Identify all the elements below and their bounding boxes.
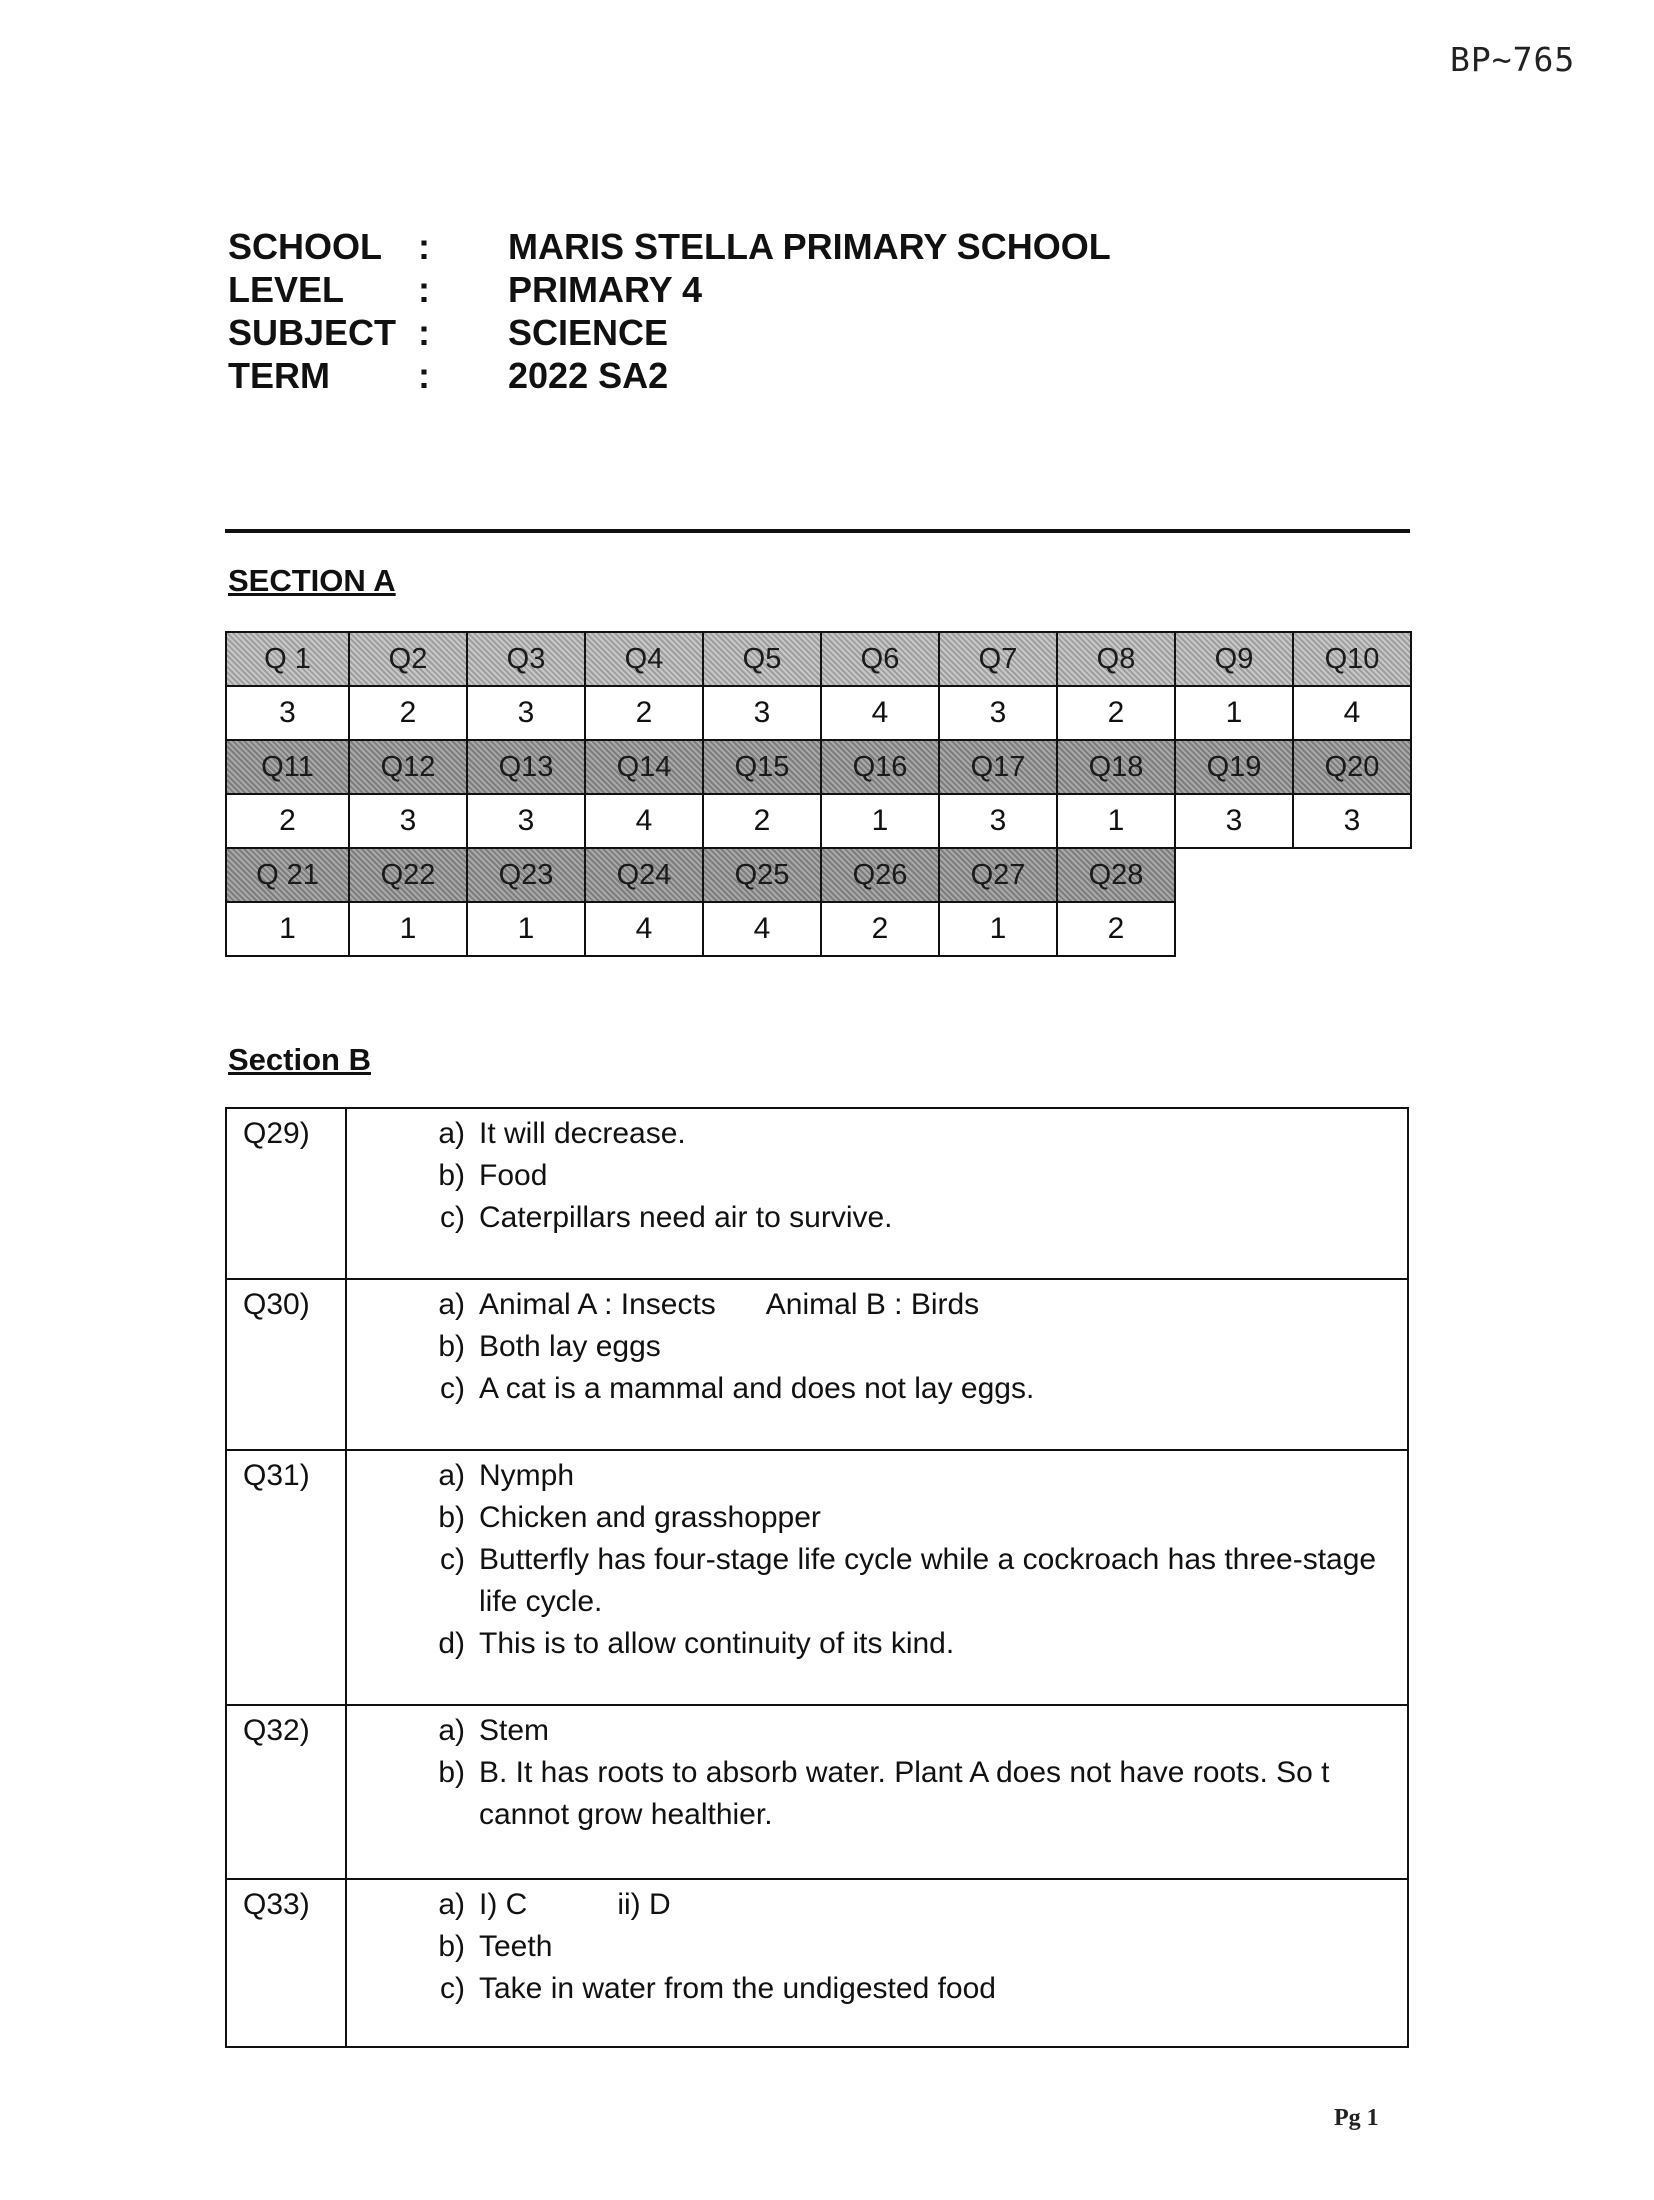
mcq-answer-cell: 3	[226, 686, 349, 740]
mcq-answer-cell: 1	[1057, 794, 1175, 848]
header-row-term	[228, 354, 1111, 397]
header-key: SUBJECT	[228, 312, 397, 353]
document-code: BP~765	[1450, 40, 1576, 79]
mcq-answer-cell: 1	[939, 902, 1057, 956]
header-value: SCIENCE	[508, 312, 669, 353]
mcq-answer-cell: 2	[226, 794, 349, 848]
empty-cell	[1293, 902, 1411, 956]
answer-row-q29	[226, 1108, 1408, 1279]
answer-body	[346, 1705, 1408, 1879]
part-text: Take in water from the undigested food	[479, 1972, 996, 2005]
part-letter: b)	[438, 1330, 465, 1363]
answer-part	[347, 1326, 1395, 1368]
horizontal-rule	[225, 529, 1410, 533]
question-number: Q32)	[226, 1705, 346, 1879]
part-text: Teeth	[479, 1930, 553, 1963]
mcq-answer-row	[226, 794, 1411, 848]
mcq-question-cell: Q4	[585, 632, 703, 686]
mcq-answer-cell: 1	[467, 902, 585, 956]
mcq-question-cell: Q27	[939, 848, 1057, 902]
answer-body	[346, 1450, 1408, 1705]
question-number: Q30)	[226, 1279, 346, 1450]
part-text: B. It has roots to absorb water. Plant A does not have roots. So t cannot grow healthier.	[479, 1756, 1330, 1831]
header-row-level	[228, 268, 1111, 311]
part-text: Butterfly has four-stage life cycle while a cockroach has three-stage life cycle.	[479, 1543, 1377, 1618]
answer-body	[346, 1108, 1408, 1279]
mcq-question-cell: Q3	[467, 632, 585, 686]
part-text: It will decrease.	[479, 1117, 686, 1150]
mcq-question-cell: Q2	[349, 632, 467, 686]
question-number: Q29)	[226, 1108, 346, 1279]
header-key: SCHOOL	[228, 226, 383, 267]
mcq-answer-cell: 3	[349, 794, 467, 848]
part-text-b: Animal B : Birds	[765, 1288, 980, 1321]
mcq-answer-cell: 3	[467, 686, 585, 740]
mcq-answer-cell: 3	[1293, 794, 1411, 848]
part-letter: c)	[440, 1201, 465, 1234]
answer-part	[347, 1710, 1395, 1752]
part-text: Both lay eggs	[479, 1330, 661, 1363]
answer-part	[347, 1752, 1395, 1836]
part-letter: a)	[438, 1888, 465, 1921]
mcq-question-cell: Q19	[1175, 740, 1293, 794]
part-text	[479, 1284, 1395, 1326]
mcq-answer-cell: 2	[585, 686, 703, 740]
part-text-a: I) C	[479, 1888, 528, 1921]
part-letter: a)	[438, 1459, 465, 1492]
header-colon: :	[418, 312, 430, 353]
mcq-question-cell: Q6	[821, 632, 939, 686]
answer-part	[347, 1968, 1395, 2010]
answer-part	[347, 1113, 1395, 1155]
mcq-answer-cell: 3	[467, 794, 585, 848]
part-letter: a)	[438, 1117, 465, 1150]
mcq-question-cell: Q13	[467, 740, 585, 794]
answer-part	[347, 1284, 1395, 1326]
mcq-question-cell: Q8	[1057, 632, 1175, 686]
mcq-question-cell: Q28	[1057, 848, 1175, 902]
mcq-answer-cell: 3	[1175, 794, 1293, 848]
mcq-question-cell: Q10	[1293, 632, 1411, 686]
mcq-question-row	[226, 848, 1411, 902]
answer-row-q32	[226, 1705, 1408, 1879]
part-letter: b)	[438, 1159, 465, 1192]
mcq-answer-row	[226, 686, 1411, 740]
mcq-answer-cell: 4	[1293, 686, 1411, 740]
mcq-answer-grid	[225, 631, 1412, 957]
part-letter: b)	[438, 1756, 465, 1789]
section-b-heading: Section B	[228, 1042, 371, 1077]
question-number: Q31)	[226, 1450, 346, 1705]
answer-part	[347, 1539, 1395, 1623]
mcq-answer-cell: 1	[349, 902, 467, 956]
answer-part	[347, 1368, 1395, 1410]
mcq-answer-cell: 4	[821, 686, 939, 740]
mcq-answer-cell: 2	[1057, 686, 1175, 740]
part-text: Caterpillars need air to survive.	[479, 1201, 893, 1234]
answer-row-q31	[226, 1450, 1408, 1705]
mcq-answer-cell: 3	[939, 686, 1057, 740]
answer-part	[347, 1197, 1395, 1239]
header-colon: :	[418, 355, 430, 396]
mcq-question-cell: Q9	[1175, 632, 1293, 686]
answer-part	[347, 1623, 1395, 1665]
exam-header	[228, 225, 1111, 397]
mcq-question-cell: Q12	[349, 740, 467, 794]
answer-part	[347, 1884, 1395, 1926]
part-text-b: ii) D	[617, 1888, 671, 1921]
header-key: TERM	[228, 355, 330, 396]
mcq-question-cell: Q 21	[226, 848, 349, 902]
answer-row-q30	[226, 1279, 1408, 1450]
mcq-question-cell: Q22	[349, 848, 467, 902]
part-text-a: Animal A : Insects	[479, 1288, 716, 1321]
mcq-question-cell: Q23	[467, 848, 585, 902]
part-text: This is to allow continuity of its kind.	[479, 1627, 955, 1660]
mcq-question-cell: Q 1	[226, 632, 349, 686]
mcq-question-cell: Q11	[226, 740, 349, 794]
mcq-answer-cell: 4	[703, 902, 821, 956]
mcq-question-cell: Q16	[821, 740, 939, 794]
part-text: Food	[479, 1159, 548, 1192]
mcq-question-cell: Q17	[939, 740, 1057, 794]
header-row-subject	[228, 311, 1111, 354]
empty-cell	[1175, 902, 1293, 956]
mcq-answer-cell: 1	[821, 794, 939, 848]
header-colon: :	[418, 269, 430, 310]
answer-part	[347, 1455, 1395, 1497]
part-letter: c)	[440, 1372, 465, 1405]
header-colon: :	[418, 226, 430, 267]
part-letter: b)	[438, 1501, 465, 1534]
mcq-question-cell: Q18	[1057, 740, 1175, 794]
part-letter: c)	[440, 1543, 465, 1576]
mcq-answer-cell: 2	[1057, 902, 1175, 956]
part-text	[479, 1884, 1395, 1926]
mcq-question-cell: Q20	[1293, 740, 1411, 794]
section-a-heading: SECTION A	[228, 563, 396, 598]
mcq-answer-cell: 1	[226, 902, 349, 956]
mcq-answer-cell: 3	[939, 794, 1057, 848]
mcq-answer-cell: 1	[1175, 686, 1293, 740]
mcq-question-cell: Q24	[585, 848, 703, 902]
mcq-question-cell: Q7	[939, 632, 1057, 686]
mcq-question-cell: Q26	[821, 848, 939, 902]
question-number: Q33)	[226, 1879, 346, 2047]
answer-part	[347, 1926, 1395, 1968]
mcq-question-cell: Q25	[703, 848, 821, 902]
empty-cell	[1293, 848, 1411, 902]
part-letter: a)	[438, 1714, 465, 1747]
section-b-answer-table	[225, 1107, 1409, 2048]
empty-cell	[1175, 848, 1293, 902]
mcq-question-cell: Q5	[703, 632, 821, 686]
mcq-question-cell: Q15	[703, 740, 821, 794]
mcq-answer-cell: 3	[703, 686, 821, 740]
header-key: LEVEL	[228, 269, 345, 310]
part-text: A cat is a mammal and does not lay eggs.	[479, 1372, 1035, 1405]
answer-row-q33	[226, 1879, 1408, 2047]
part-letter: b)	[438, 1930, 465, 1963]
mcq-answer-cell: 4	[585, 902, 703, 956]
header-value: PRIMARY 4	[508, 269, 703, 310]
answer-part	[347, 1155, 1395, 1197]
part-text: Nymph	[479, 1459, 575, 1492]
mcq-answer-cell: 2	[821, 902, 939, 956]
header-value: 2022 SA2	[508, 355, 669, 396]
answer-body	[346, 1879, 1408, 2047]
answer-part	[347, 1497, 1395, 1539]
part-text: Chicken and grasshopper	[479, 1501, 821, 1534]
part-text: Stem	[479, 1714, 550, 1747]
answer-body	[346, 1279, 1408, 1450]
part-letter: c)	[440, 1972, 465, 2005]
mcq-answer-cell: 2	[349, 686, 467, 740]
mcq-answer-cell: 4	[585, 794, 703, 848]
part-letter: d)	[438, 1627, 465, 1660]
mcq-answer-cell: 2	[703, 794, 821, 848]
mcq-answer-row	[226, 902, 1411, 956]
header-row-school	[228, 225, 1111, 268]
page-number: Pg 1	[1334, 2105, 1379, 2131]
mcq-question-row	[226, 632, 1411, 686]
mcq-question-row	[226, 740, 1411, 794]
header-value: MARIS STELLA PRIMARY SCHOOL	[508, 226, 1111, 267]
part-letter: a)	[438, 1288, 465, 1321]
mcq-question-cell: Q14	[585, 740, 703, 794]
